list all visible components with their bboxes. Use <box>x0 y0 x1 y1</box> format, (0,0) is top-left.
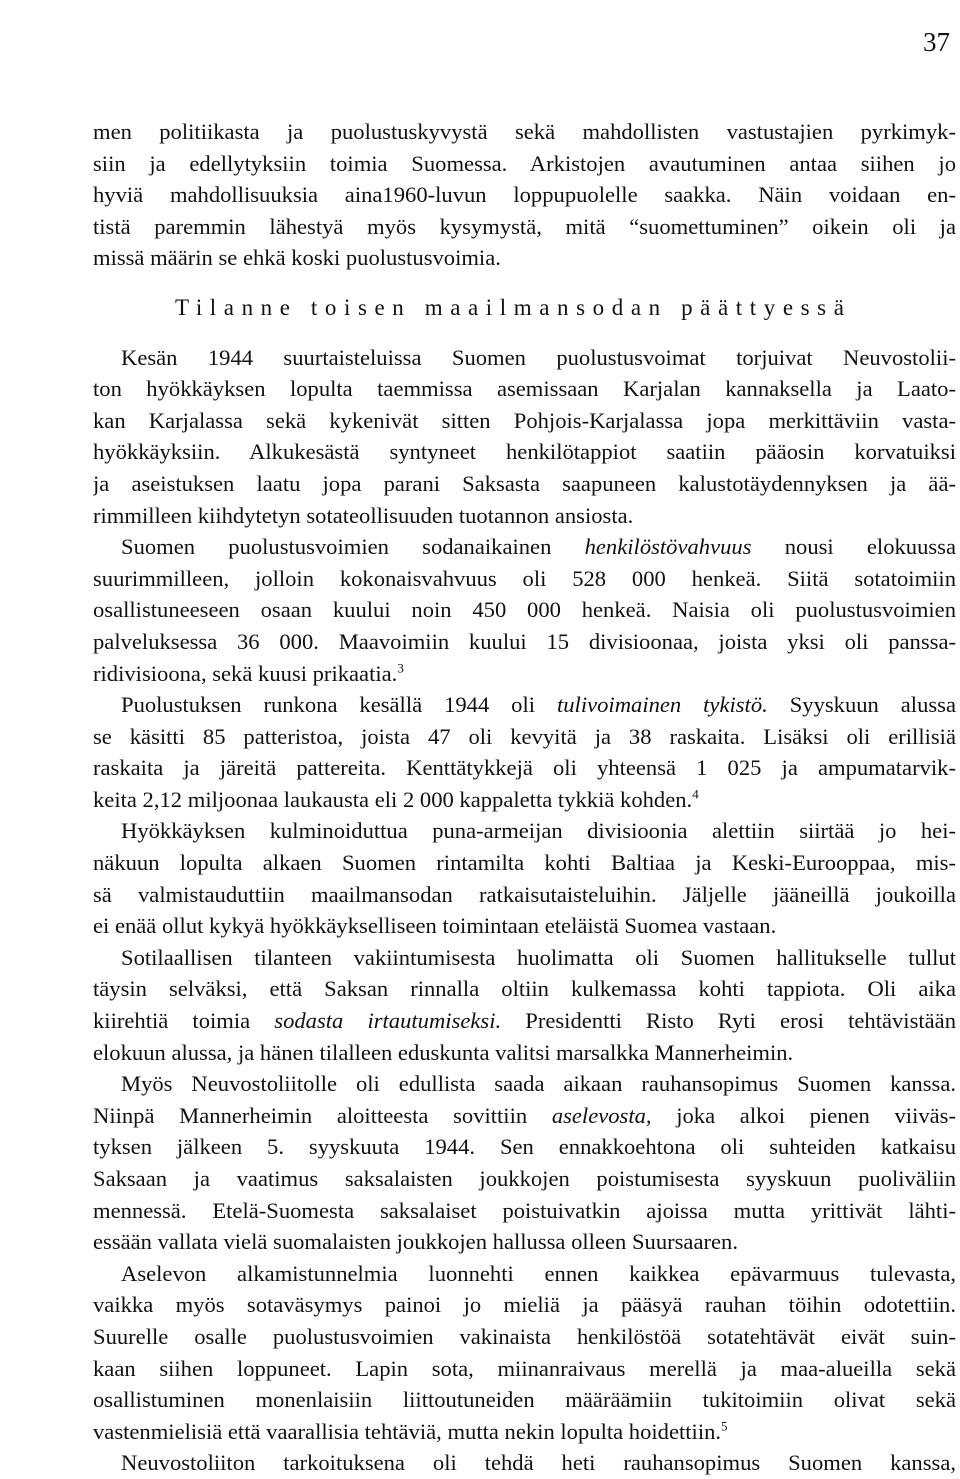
text-line: kan Karjalassa sekä kykenivät sitten Pohjois-Karjalassa jopa merkittäviin vasta- <box>93 407 956 433</box>
paragraph <box>93 1447 956 1479</box>
text-line: Niinpä Mannerheimin aloitteesta sovittiin aselevosta, joka alkoi pienen viiväs- <box>93 1102 956 1128</box>
text-line: vastenmielisiä että vaarallisia tehtäviä, mutta nekin lopulta hoidettiin.$^5$ <box>93 1418 728 1444</box>
text-line: ridivisioona, sekä kuusi prikaatia.$^3$ <box>93 659 404 686</box>
text-line: Neuvostoliiton tarkoituksena oli tehdä heti rauhansopimus Suomen kanssa, <box>121 1450 956 1476</box>
paragraph <box>93 1258 956 1448</box>
text-line: vaikka myös sotaväsymys painoi jo mieliä ja pääsyä rauhan töihin odotettiin. <box>93 1292 956 1318</box>
text-line: tyksen jälkeen 5. syyskuuta 1944. Sen ennakkoehtona oli suhteiden katkaisu <box>93 1134 956 1160</box>
text-line: Saksaan ja vaatimus saksalaisten joukkojen poistumisesta syyskuun puoliväliin <box>93 1166 956 1191</box>
text-line: palveluksessa 36 000. Maavoimiin kuului 15 divisioonaa, joista yksi oli panssa- <box>93 628 956 654</box>
text-line: kaan siihen loppuneet. Lapin sota, miinanraivaus merellä ja maa-alueilla sekä <box>93 1355 956 1381</box>
section-heading: Tilanne toisen maailmansodan päättyessä <box>175 294 852 320</box>
text-line: hyviä mahdollisuuksia aina1960-luvun loppupuolelle saakka. Näin voidaan en- <box>93 182 956 208</box>
text-line: sä valmistauduttiin maailmansodan ratkaisutaisteluihin. Jäljelle jääneillä joukoilla <box>93 881 956 907</box>
text-line: Myös Neuvostoliitolle oli edullista saada aikaan rauhansopimus Suomen kanssa. <box>121 1071 956 1097</box>
text-line: Suurelle osalle puolustusvoimien vakinaista henkilöstöä sotatehtävät eivät suin- <box>93 1323 956 1349</box>
text-line: tistä paremmin lähestyä myös kysymystä, mitä “suomettuminen” oikein oli ja <box>93 213 956 239</box>
text-line: näkuun lopulta alkaen Suomen rintamilta kohti Baltiaa ja Keski-Eurooppaa, mis- <box>93 850 956 876</box>
text-line: mennessä. Etelä-Suomesta saksalaiset poistuivatkin ajoissa mutta yrittivät lähti- <box>93 1197 956 1223</box>
paragraph <box>93 689 956 815</box>
text-line: Aselevon alkamistunnelmia luonnehti ennen kaikkea epävarmuus tulevasta, <box>121 1260 956 1286</box>
text-line: elokuun alussa, ja hänen tilalleen eduskunta valitsi marsalkka Mannerheimin. <box>93 1039 794 1065</box>
text-line: men politiikasta ja puolustuskyvystä sekä mahdollisten vastustajien pyrkimyk- <box>93 119 956 144</box>
intro-paragraph <box>93 116 956 274</box>
paragraph <box>93 531 956 689</box>
text-line: keita 2,12 miljoonaa laukausta eli 2 000 kappaletta tykkiä kohden.$^4$ <box>93 786 699 812</box>
text-line: ton hyökkäyksen lopulta taemmissa asemissaan Karjalan kannaksella ja Laato- <box>93 376 956 402</box>
text-line: essään vallata vielä suomalaisten joukkojen hallussa olleen Suursaaren. <box>93 1229 738 1255</box>
text-line: se käsitti 85 patteristoa, joista 47 oli kevyitä ja 38 raskaita. Lisäksi oli erillisiä <box>93 723 956 749</box>
emphasis: aselevosta, <box>551 1102 652 1128</box>
text-line: Kesän 1944 suurtaisteluissa Suomen puolustusvoimat torjuivat Neuvostolii- <box>121 344 956 370</box>
footnote-ref: 5 <box>721 1418 728 1434</box>
page-number: 37 <box>923 27 950 57</box>
text-line: ei enää ollut kykyä hyökkäykselliseen toimintaan eteläistä Suomea vastaan. <box>93 913 777 939</box>
text-line: suurimmilleen, jolloin kokonaisvahvuus oli 528 000 henkeä. Siitä sotatoimiin <box>93 565 956 591</box>
paragraph <box>93 1068 956 1258</box>
footnote-ref: 3 <box>397 659 404 675</box>
text-line: hyökkäyksiin. Alkukesästä syntyneet henkilötappiot saatiin pääosin korvatuiksi <box>93 439 956 465</box>
emphasis: tulivoimainen tykistö. <box>556 692 768 718</box>
text-line: osallistuminen monenlaisiin liittoutuneiden määräämiin tukitoimiin olivat sekä <box>93 1387 956 1413</box>
text-line: Sotilaallisen tilanteen vakiintumisesta huolimatta oli Suomen hallitukselle tullut <box>121 944 956 970</box>
text-line: rimmilleen kiihdytetyn sotateollisuuden tuotannon ansiosta. <box>93 502 634 528</box>
paragraph <box>93 815 956 941</box>
text-line: raskaita ja järeitä pattereita. Kenttätykkejä oli yhteensä 1 025 ja ampumatarvik- <box>93 755 956 781</box>
text-line: kiirehtiä toimia sodasta irtautumiseksi. Presidentti Risto Ryti erosi tehtävistään <box>93 1008 956 1034</box>
footnote-ref: 4 <box>692 786 699 802</box>
text-line: täysin selväksi, että Saksan rinnalla oltiin kulkemassa kohti tappiota. Oli aika <box>93 976 956 1002</box>
paragraph <box>93 342 956 532</box>
text-line: siin ja edellytyksiin toimia Suomessa. Arkistojen avautuminen antaa siihen jo <box>93 150 956 176</box>
emphasis: sodasta irtautumiseksi. <box>274 1008 502 1034</box>
paragraph <box>93 942 956 1068</box>
text-line: Puolustuksen runkona kesällä 1944 oli tulivoimainen tykistö. Syyskuun alussa <box>121 692 956 718</box>
text-line: ja aseistuksen laatu jopa parani Saksasta saapuneen kalustotäydennyksen ja ää- <box>93 470 956 496</box>
text-line: missä määrin se ehkä koski puolustusvoimia. <box>93 245 501 271</box>
page-text <box>93 116 956 1479</box>
emphasis: henkilöstövahvuus <box>584 534 752 560</box>
text-line: Hyökkäyksen kulminoiduttua puna-armeijan divisioonia alettiin siirtää jo hei- <box>121 818 956 844</box>
text-line: osallistuneeseen osaan kuului noin 450 000 henkeä. Naisia oli puolustusvoimien <box>93 597 956 623</box>
text-line: Suomen puolustusvoimien sodanaikainen henkilöstövahvuus nousi elokuussa <box>121 534 956 560</box>
